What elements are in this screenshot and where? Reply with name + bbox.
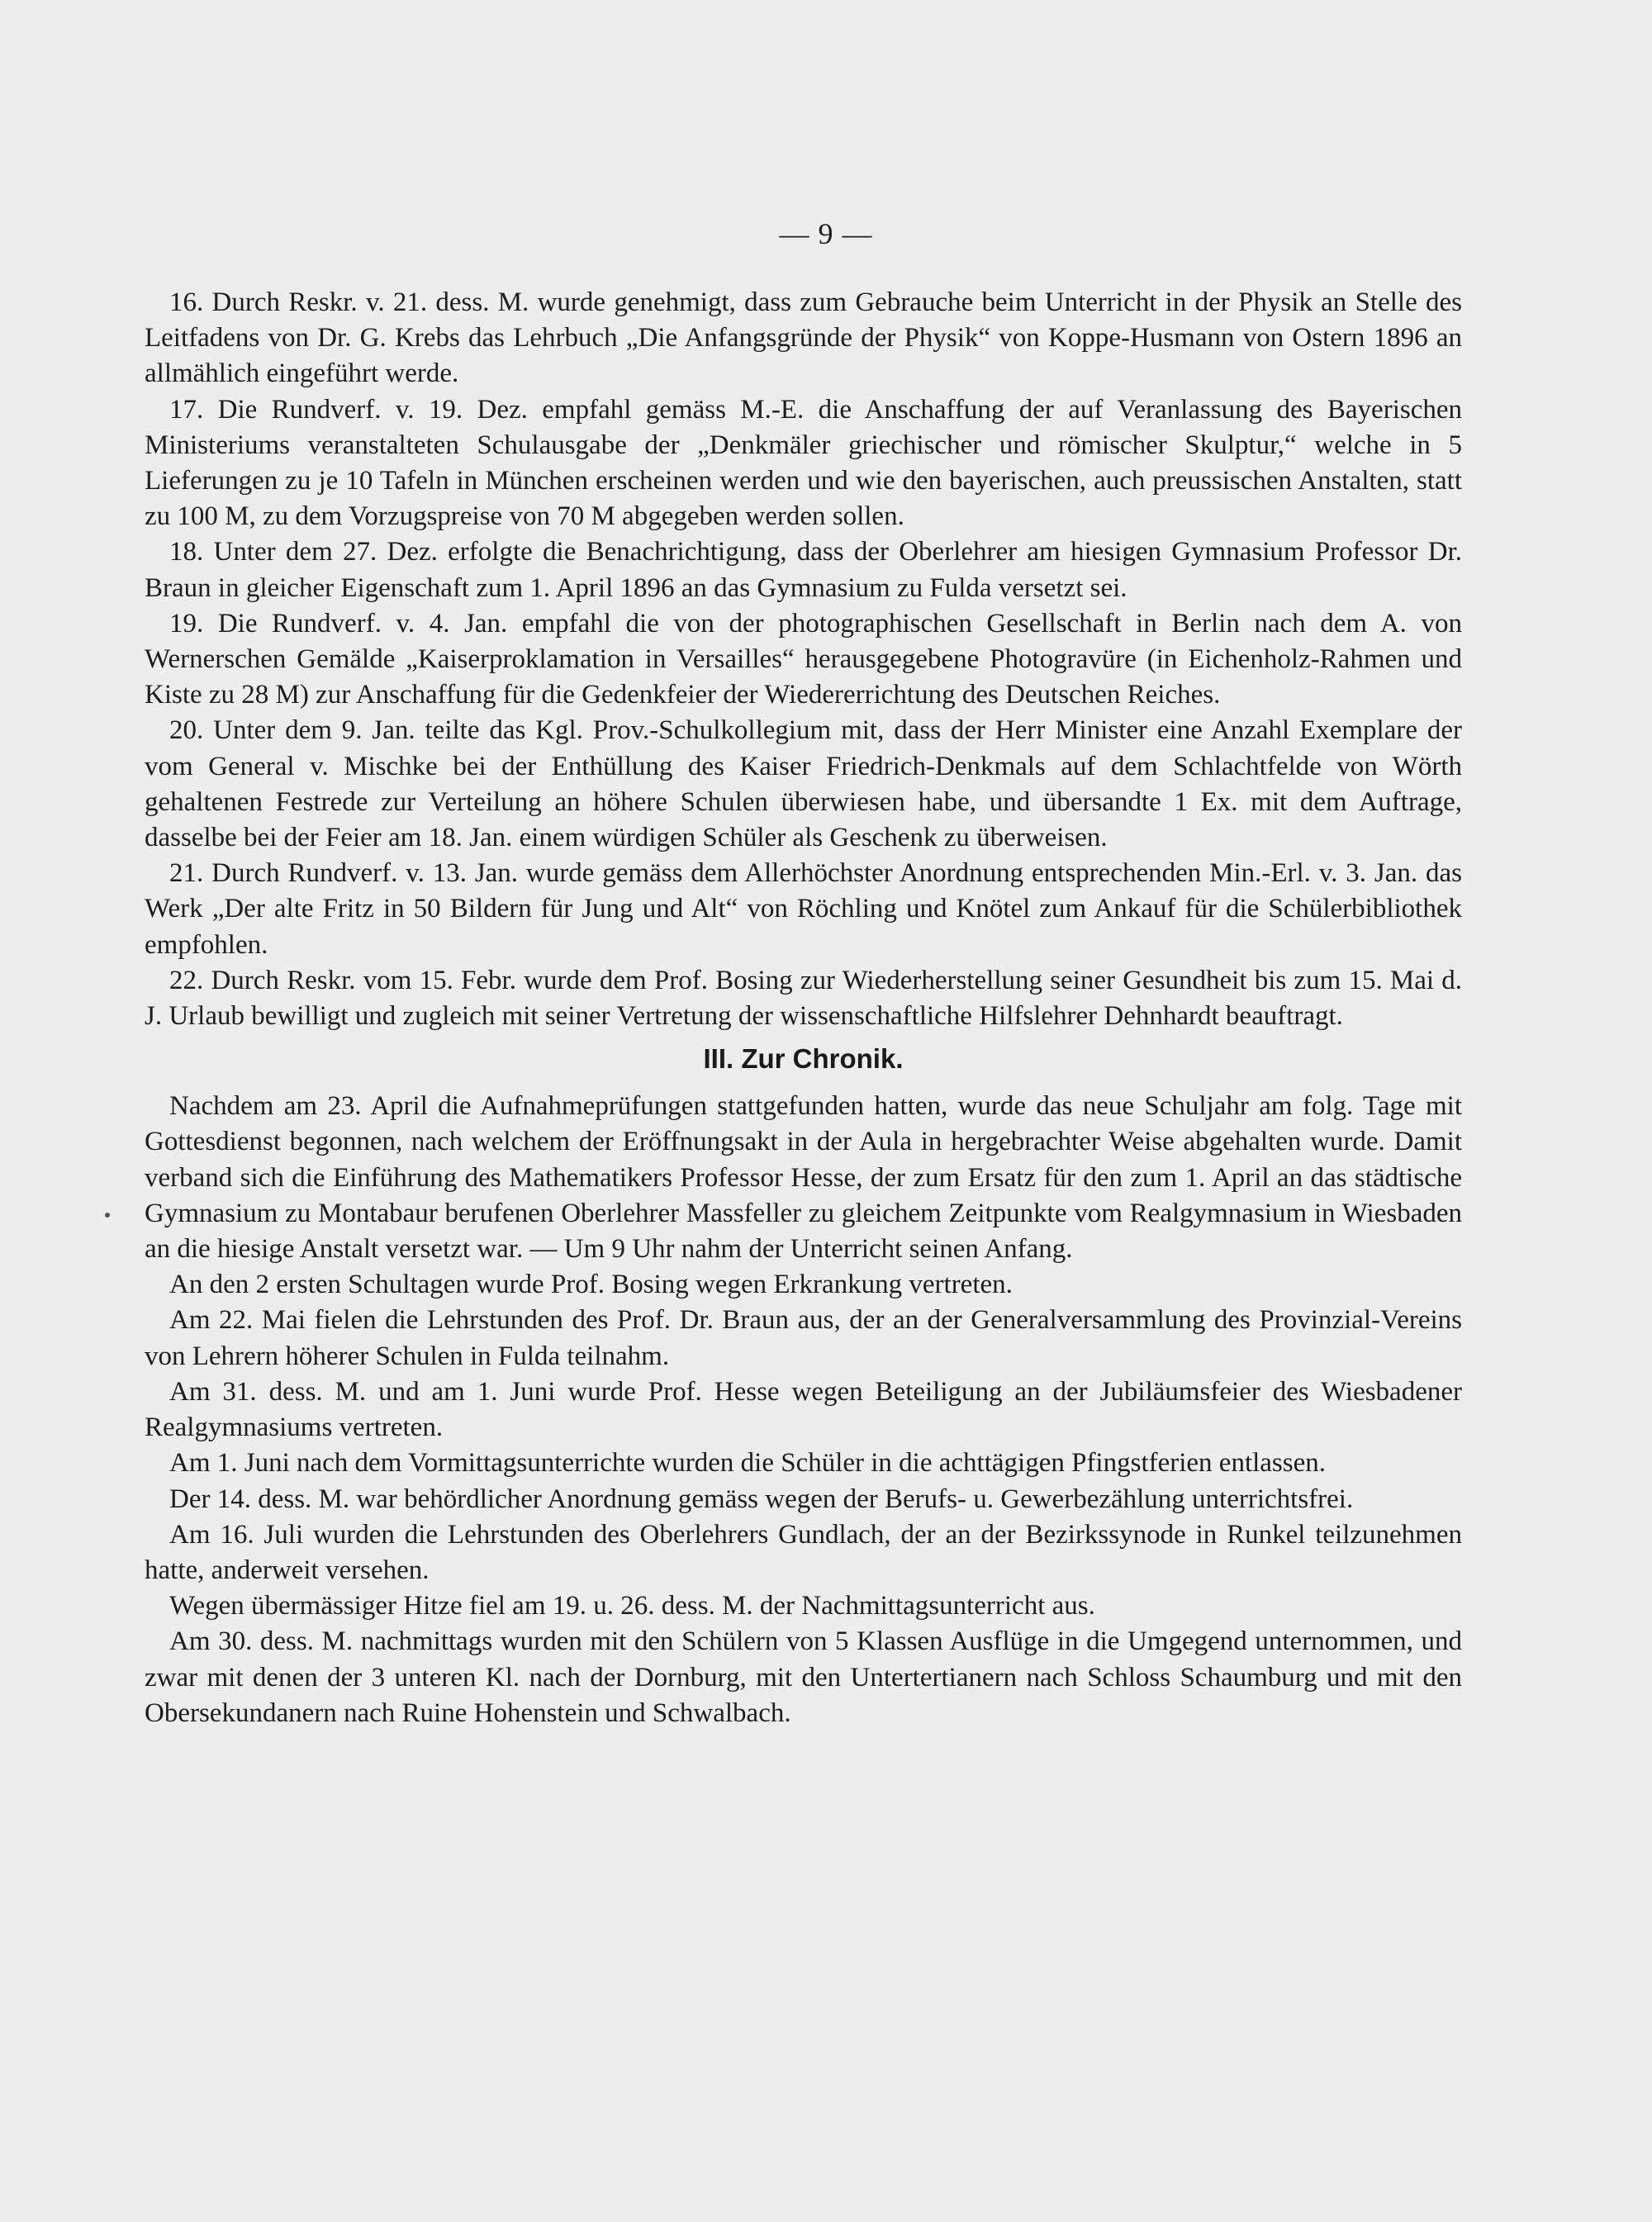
chronik-paragraph: Am 22. Mai fielen die Lehrstunden des Prof. Dr. Braun aus, der an der Generalversammlung des Provinzial-Vereins von Lehrern höherer Schulen in Fulda teilnahm. — [145, 1305, 1462, 1371]
paragraph-16: 16. Durch Reskr. v. 21. dess. M. wurde genehmigt, dass zum Gebrauche beim Unterricht in der Physik an Stelle des Leitfadens von Dr. G. Krebs das Lehrbuch „Die Anfangsgründe der Physik“ von Koppe-Husmann von Ostern 1896 an allmählich eingeführt werde. — [145, 287, 1462, 389]
paragraph-20: 20. Unter dem 9. Jan. teilte das Kgl. Prov.-Schulkollegium mit, dass der Herr Minister eine Anzahl Exemplare der vom General v. Mischke bei der Enthüllung des Kaiser Friedrich-Denkmals auf dem Schlachtfelde von Wörth gehaltenen Festrede zur Verteilung an höhere Schulen überwiesen habe, und übersandte 1 Ex. mit dem Auftrage, dasselbe bei der Feier am 18. Jan. einem würdigen Schüler als Geschenk zu überweisen. — [145, 715, 1462, 853]
chronik-paragraph: Nachdem am 23. April die Aufnahmeprüfungen stattgefunden hatten, wurde das neue Schuljahr am folg. Tage mit Gottesdienst begonnen, nach welchem der Eröffnungsakt in der Aula in hergebrachter Weise abgehalten wurde. Damit verband sich die Einführung des Mathematikers Professor Hesse, der zum Ersatz für den zum 1. April an das städtische Gymnasium zu Montabaur berufenen Oberlehrer Massfeller zu gleichem Zeitpunkte vom Realgymnasium in Wiesbaden an die hiesige Anstalt versetzt war. — Um 9 Uhr nahm der Unterricht seinen Anfang. — [145, 1091, 1462, 1265]
chronik-paragraph: Am 16. Juli wurden die Lehrstunden des Oberlehrers Gundlach, der an der Bezirkssynode in Runkel teilzunehmen hatte, anderweit versehen. — [145, 1519, 1462, 1585]
page-number: — 9 — — [779, 217, 873, 250]
section-heading: III. Zur Chronik. — [703, 1043, 904, 1075]
paragraph-18: 18. Unter dem 27. Dez. erfolgte die Benachrichtigung, dass der Oberlehrer am hiesigen Gymnasium Professor Dr. Braun in gleicher Eigenschaft zum 1. April 1896 an das Gymnasium zu Fulda versetzt sei. — [145, 537, 1462, 603]
paragraph-19: 19. Die Rundverf. v. 4. Jan. empfahl die von der photographischen Gesellschaft in Berlin nach dem A. von Wernerschen Gemälde „Kaiserproklamation in Versailles“ herausgegebene Photogravüre (in Eichenholz-Rahmen und Kiste zu 28 M) zur Anschaffung für die Gedenkfeier der Wiedererrichtung des Deutschen Reiches. — [145, 608, 1462, 710]
chronik-paragraph: Wegen übermässiger Hitze fiel am 19. u. 26. dess. M. der Nachmittagsunterricht aus. — [169, 1591, 1095, 1621]
chronik-paragraph: Am 31. dess. M. und am 1. Juni wurde Prof. Hesse wegen Beteiligung an der Jubiläumsfeier des Wiesbadener Realgymnasiums vertreten. — [145, 1376, 1462, 1443]
paragraph-21: 21. Durch Rundverf. v. 13. Jan. wurde gemäss dem Allerhöchster Anordnung entsprechenden Min.-Erl. v. 3. Jan. das Werk „Der alte Fritz in 50 Bildern für Jung und Alt“ von Röchling und Knötel zum Ankauf für die Schülerbibliothek empfohlen. — [145, 858, 1462, 960]
paper-speck — [105, 1213, 110, 1218]
chronik-paragraph: Der 14. dess. M. war behördlicher Anordnung gemäss wegen der Berufs- u. Gewerbezählung unterrichtsfrei. — [169, 1484, 1354, 1514]
body-text — [145, 285, 1462, 1731]
paragraph-22: 22. Durch Reskr. vom 15. Febr. wurde dem Prof. Bosing zur Wiederherstellung seiner Gesundheit bis zum 15. Mai d. J. Urlaub bewilligt und zugleich mit seiner Vertretung der wissenschaftliche Hilfslehrer Dehnhardt beauftragt. — [145, 965, 1462, 1032]
paragraph-17: 17. Die Rundverf. v. 19. Dez. empfahl gemäss M.-E. die Anschaffung der auf Veranlassung des Bayerischen Ministeriums veranstalteten Schulausgabe der „Denkmäler griechischer und römischer Skulptur,“ welche in 5 Lieferungen zu je 10 Tafeln in München erscheinen werden und wie den bayerischen, auch preussischen Anstalten, statt zu 100 M, zu dem Vorzugspreise von 70 M abgegeben werden sollen. — [145, 394, 1462, 532]
chronik-paragraph: Am 1. Juni nach dem Vormittagsunterrichte wurden die Schüler in die achttägigen Pfingstferien entlassen. — [169, 1448, 1327, 1479]
chronik-paragraph: An den 2 ersten Schultagen wurde Prof. Bosing wegen Erkrankung vertreten. — [169, 1270, 1013, 1300]
chronik-paragraph: Am 30. dess. M. nachmittags wurden mit den Schülern von 5 Klassen Ausflüge in die Umgegend unternommen, und zwar mit denen der 3 unteren Kl. nach der Dornburg, mit den Untertertianern nach Schloss Schaumburg und mit den Obersekundanern nach Ruine Hohenstein und Schwalbach. — [145, 1626, 1462, 1728]
